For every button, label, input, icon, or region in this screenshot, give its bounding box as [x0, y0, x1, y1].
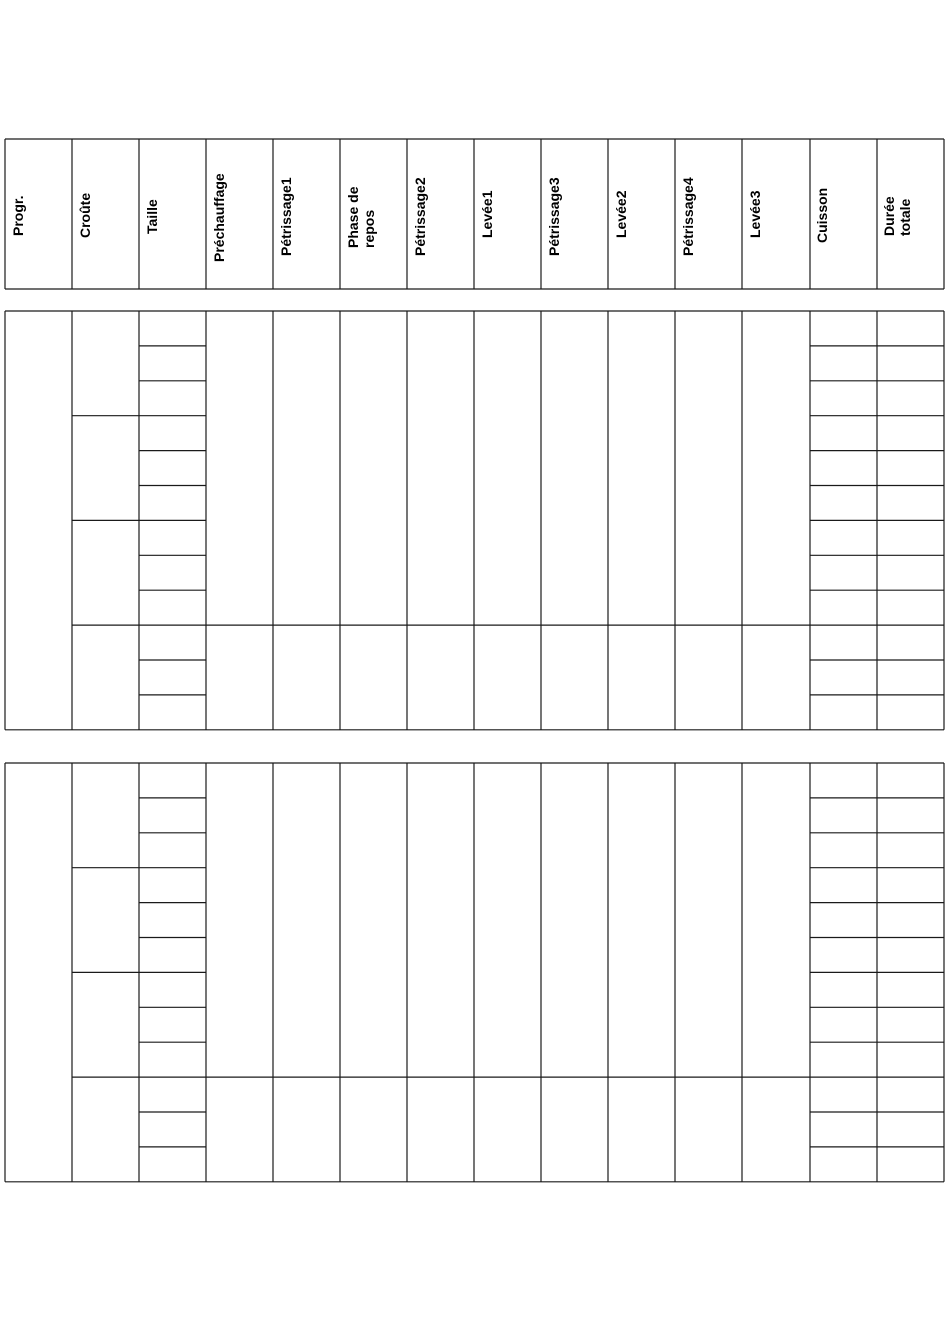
- header-petrissage1: Pétrissage1: [278, 177, 294, 256]
- header-petrissage2: Pétrissage2: [412, 177, 428, 256]
- header-levee1: Levée1: [479, 190, 495, 238]
- header-petrissage4: Pétrissage4: [680, 177, 696, 256]
- header-taille: Taille: [144, 199, 160, 234]
- header-duree-totale-line2: totale: [897, 198, 913, 236]
- header-petrissage3: Pétrissage3: [546, 177, 562, 256]
- header-row: [10, 173, 913, 262]
- header-levee3: Levée3: [747, 190, 763, 238]
- header-duree-totale-line1: Durée: [881, 196, 897, 236]
- header-phase-de-repos-line1: Phase de: [345, 186, 361, 248]
- header-prechauffage: Préchauffage: [211, 173, 227, 262]
- header-progr: Progr.: [10, 195, 26, 236]
- header-cuisson: Cuisson: [814, 187, 830, 243]
- header-phase-de-repos-line2: repos: [361, 209, 377, 248]
- header-duree-totale: [881, 192, 913, 236]
- table-grid: [5, 139, 944, 1182]
- header-phase-de-repos: [345, 183, 377, 248]
- header-croute: Croûte: [77, 192, 93, 238]
- header-levee2: Levée2: [613, 190, 629, 238]
